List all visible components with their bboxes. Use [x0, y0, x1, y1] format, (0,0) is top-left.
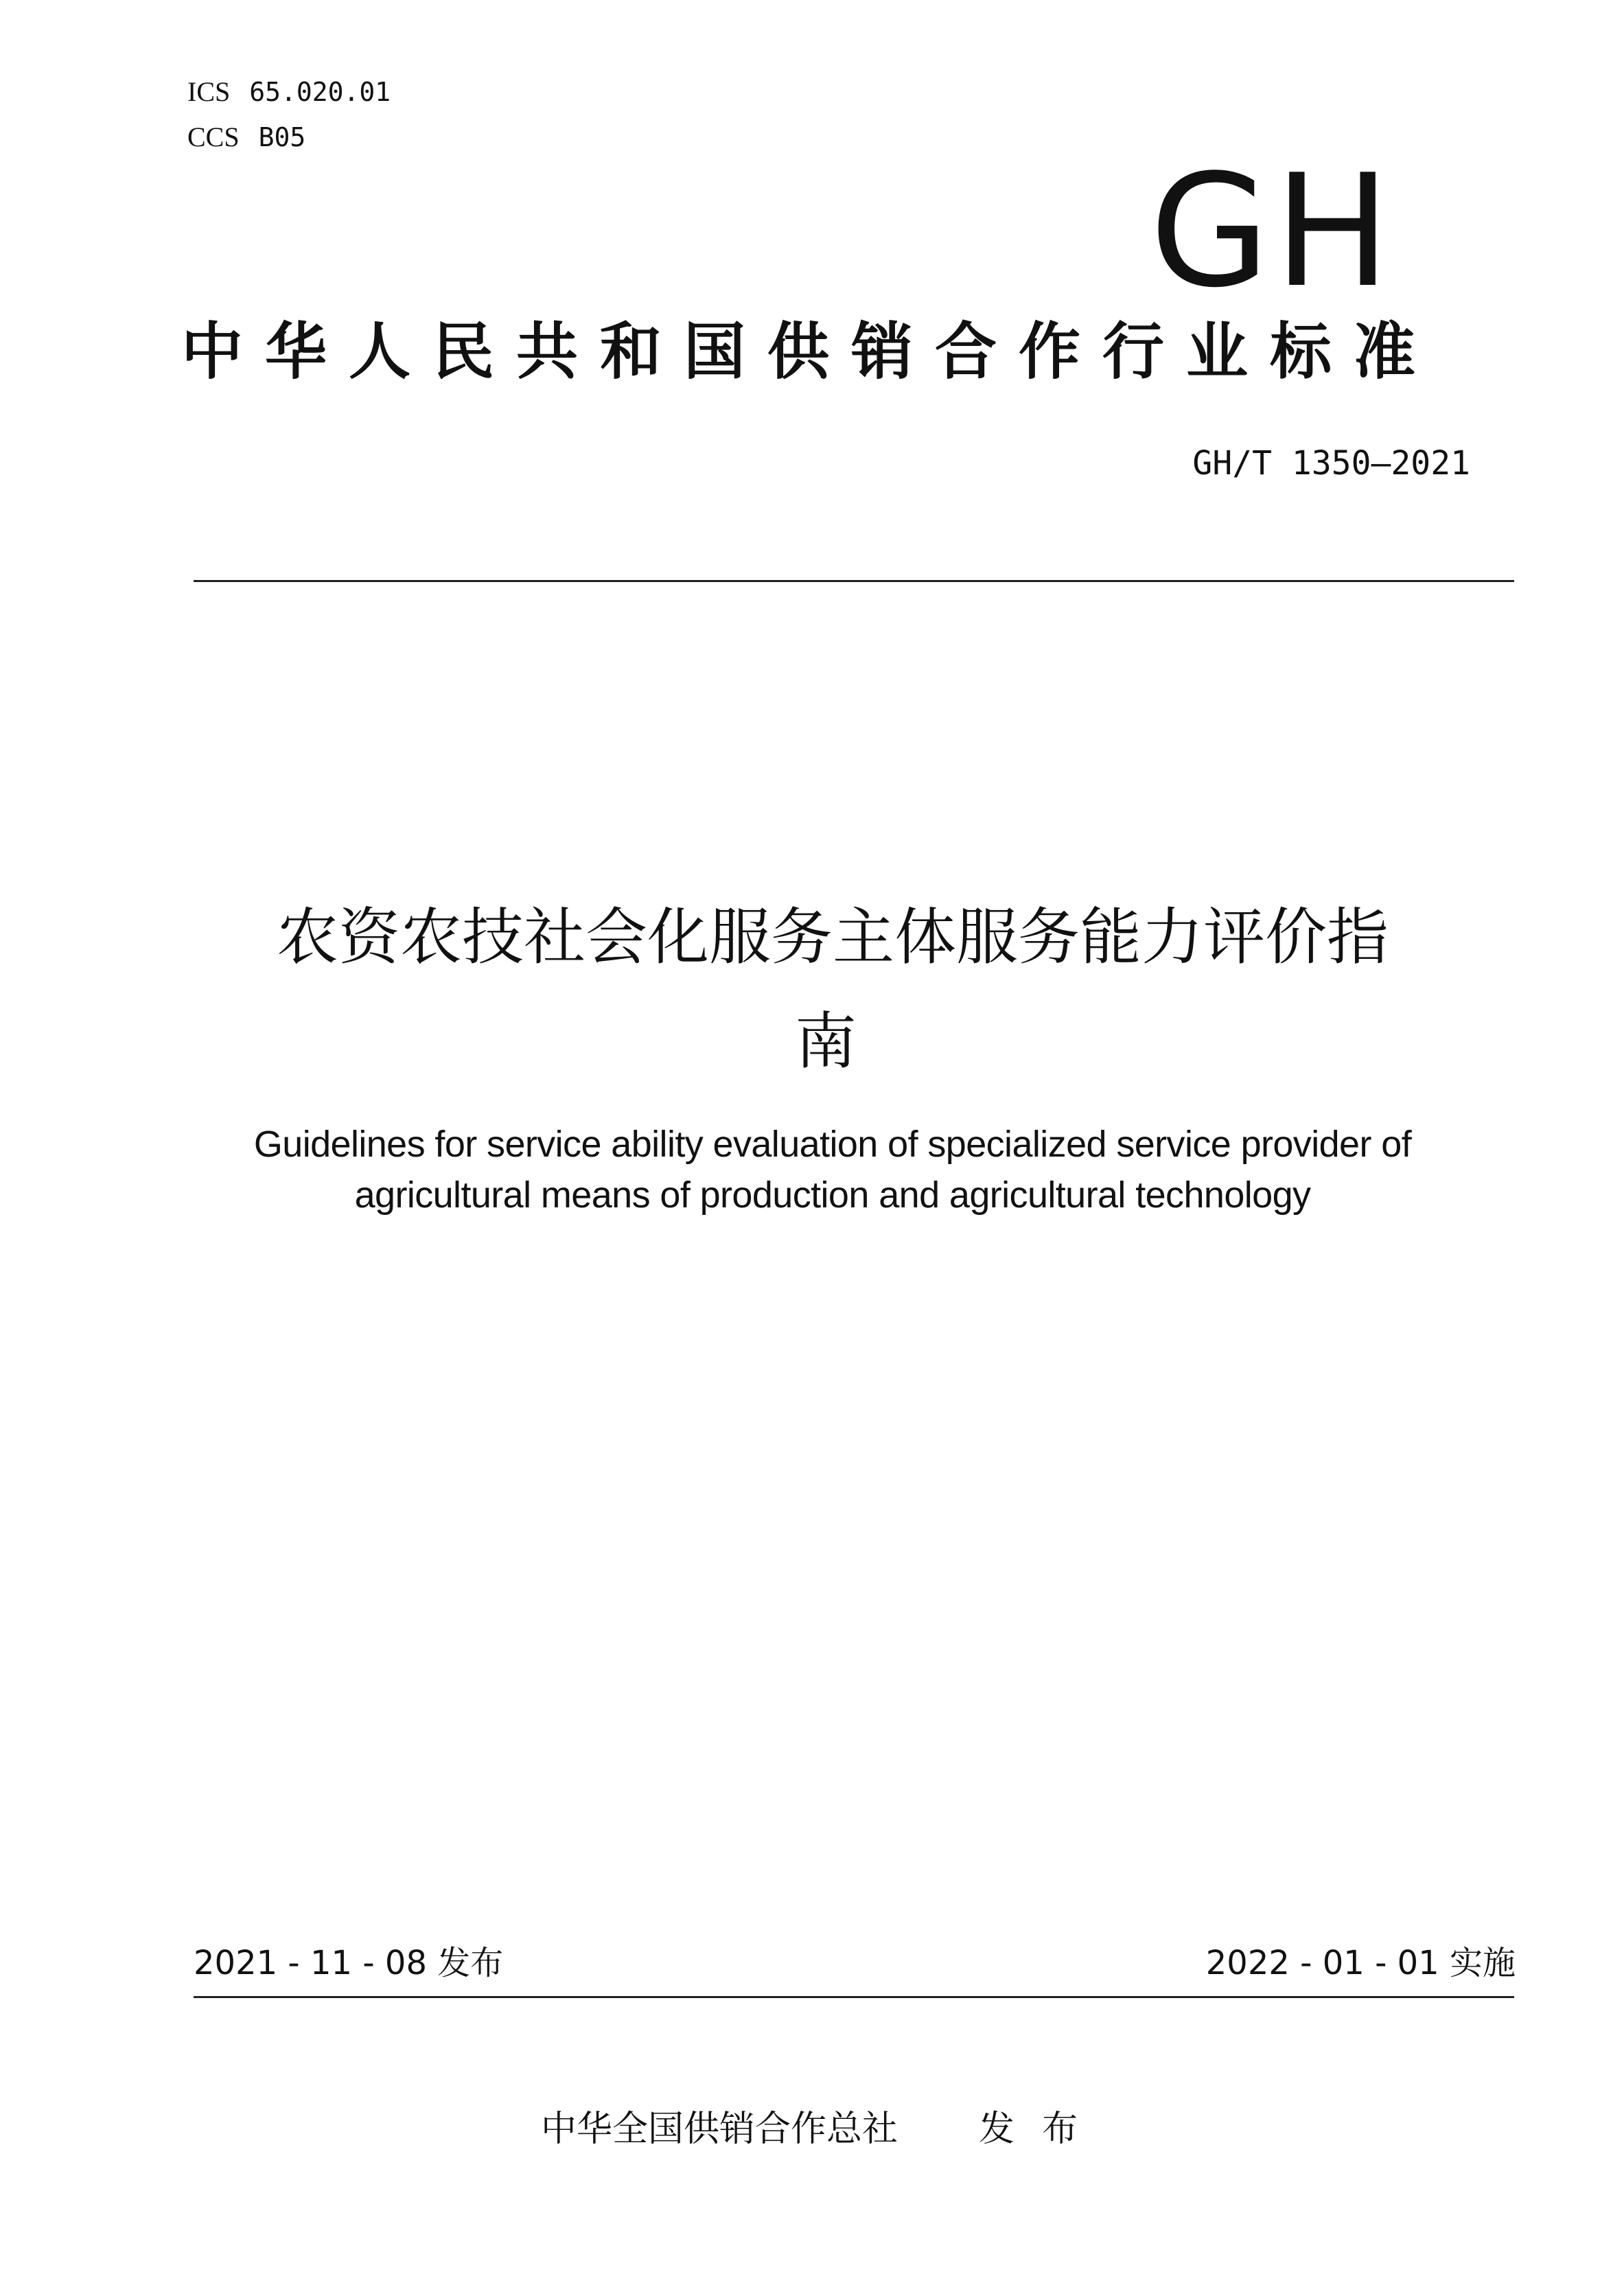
title-chinese-line-2: 南	[795, 1006, 857, 1078]
ccs-value: B05	[258, 122, 306, 152]
standard-number: GH/T 1350—2021	[1192, 444, 1470, 483]
implementation-date: 2022 - 01 - 01 实施	[1205, 1944, 1516, 1982]
title-chinese	[0, 885, 1624, 1094]
title-english	[0, 1119, 1624, 1220]
footer-divider	[194, 1996, 1514, 1998]
issue-date: 2021 - 11 - 08 发布	[194, 1944, 504, 1982]
header-divider	[194, 580, 1514, 582]
standard-category-title: 中华人民共和国供销合作行业标准	[181, 316, 1437, 388]
title-chinese-line-1: 农资农技社会化服务主体服务能力评价指	[277, 901, 1389, 973]
publisher-line	[0, 2107, 1624, 2151]
title-english-line-1: Guidelines for service ability evaluation of specialized service provider of	[253, 1124, 1412, 1165]
ics-label: ICS	[187, 76, 231, 107]
ics-code	[187, 77, 391, 107]
publisher-action: 发布	[979, 2109, 1106, 2150]
ccs-code	[187, 122, 305, 152]
ics-value: 65.020.01	[249, 77, 391, 107]
ccs-label: CCS	[187, 121, 240, 152]
gh-logo: GH	[1149, 141, 1395, 322]
title-english-line-2: agricultural means of production and agricultural technology	[354, 1174, 1311, 1216]
publisher-organization: 中华全国供销合作总社	[540, 2109, 898, 2150]
